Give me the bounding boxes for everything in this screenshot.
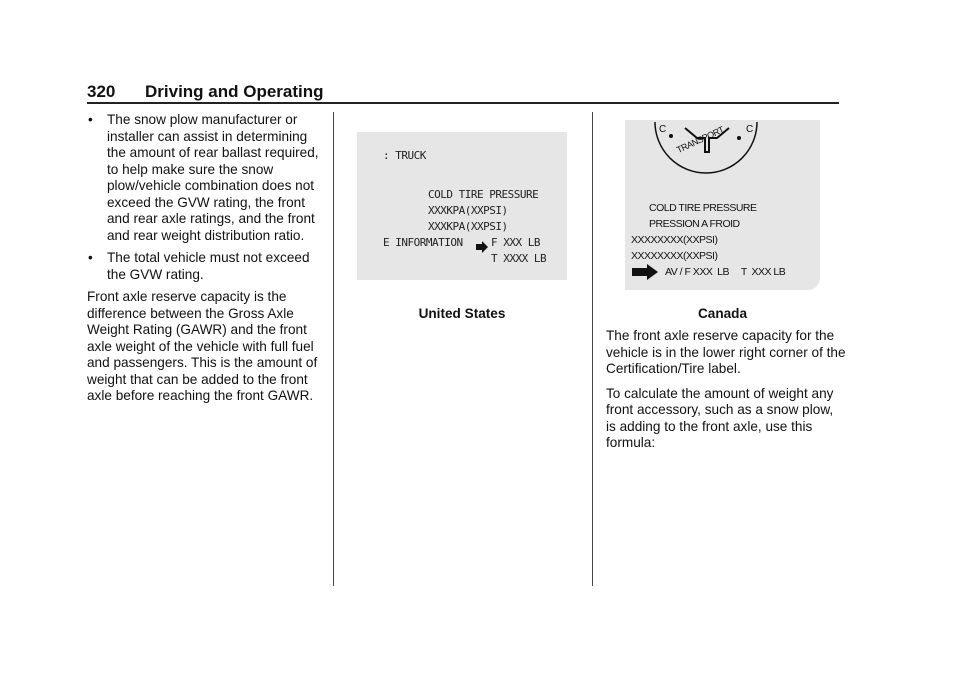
canada-label-line: XXXXXXXX(XXPSI) [631, 250, 718, 262]
seal-text: TRANSPORT [675, 124, 726, 156]
bullet-item [87, 112, 324, 244]
page-number: 320 [87, 82, 116, 101]
bullet-marker: • [88, 250, 93, 265]
us-label-line: E INFORMATION [383, 236, 463, 249]
bullet-item [87, 250, 324, 283]
canada-label-line: XXXXXXXX(XXPSI) [631, 234, 718, 246]
section-title: Driving and Operating [145, 82, 324, 101]
us-label-line: T XXXX LB [491, 252, 547, 265]
reserve-capacity-paragraph: The front axle reserve capacity for the vehicle is in the lower right corner of the Certification/Tire label. [606, 328, 846, 376]
arrow-icon [475, 240, 489, 254]
canada-tire-label-image [625, 120, 820, 290]
us-tire-label-image [357, 132, 567, 280]
left-column [87, 112, 324, 405]
right-column [606, 328, 846, 460]
bullet-text: The snow plow manufacturer or installer can assist in determining the amount of rear ballast required, to help make sure the snow plow/vehicle combination does not exceed the GVW rating, the front and rear axle ratings, and the front and rear weight distribution ratio. [107, 112, 319, 243]
column-divider-left [333, 112, 334, 586]
bullet-text: The total vehicle must not exceed the GVW rating. [107, 250, 310, 282]
canada-label-caption: Canada [697, 306, 748, 321]
column-divider-right [592, 112, 593, 586]
us-label-line: COLD TIRE PRESSURE [428, 188, 539, 201]
canada-label-line: COLD TIRE PRESSURE [649, 202, 757, 214]
front-axle-paragraph: Front axle reserve capacity is the difference between the Gross Axle Weight Rating (GAWR) and the front axle weight of the vehicle with full fuel and passengers. This is the amount of weight that can be added to the front axle before reaching the front GAWR. [87, 289, 318, 403]
us-label-line: XXXKPA(XXPSI) [428, 220, 508, 233]
page-header [87, 82, 839, 108]
svg-text:C: C [746, 124, 754, 135]
header-rule [87, 102, 839, 104]
arrow-icon [631, 264, 659, 280]
us-label-caption: United States [418, 306, 506, 321]
canada-label-line: PRESSION A FROID [649, 218, 740, 230]
canada-label-line: AV / F XXX LB T XXX LB [665, 266, 786, 278]
us-label-line: F XXX LB [491, 236, 540, 249]
calculate-weight-paragraph: To calculate the amount of weight any front accessory, such as a snow plow, is adding to the front axle, use this formula: [606, 385, 834, 450]
us-label-line: XXXKPA(XXPSI) [428, 204, 508, 217]
us-label-line: : TRUCK [383, 149, 426, 162]
svg-text:C: C [659, 124, 667, 135]
bullet-marker: • [88, 112, 93, 127]
